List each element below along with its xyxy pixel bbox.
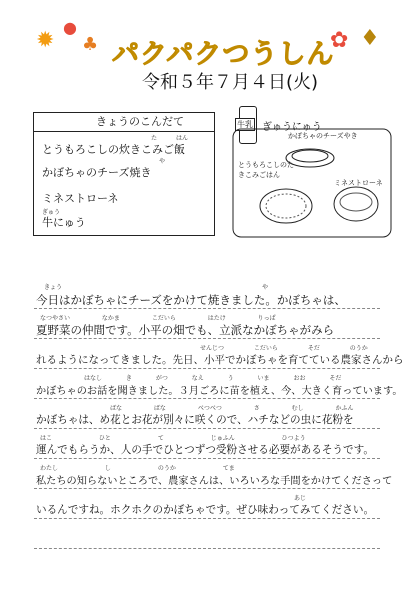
sun-character-icon: ✹ (36, 28, 55, 53)
soup-dish-label: ミネストローネ (334, 179, 383, 187)
essay-line: 私たちの知らないところで、農家さんは、いろいろな手間をかけてくださって (36, 476, 393, 487)
essay-line: 今日はかぼちゃにチーズをかけて焼きました。かぼちゃは、 (36, 293, 346, 307)
tomato-character-icon: ✿ (330, 28, 349, 53)
essay-furigana: せんじつ こだいら そだ のうか (200, 345, 368, 352)
essay-furigana: はなし き がつ なえ う いま おお そだ (84, 375, 342, 382)
essay-rule (34, 398, 380, 399)
rice-dish-label: とうもろこしのたきこみごはん (238, 161, 294, 179)
furigana-ya: や (159, 158, 166, 165)
radish-character-icon: ♣ (82, 34, 99, 55)
menu-item-pumpkin: かぼちゃのチーズ焼き (42, 166, 152, 179)
milk-tag: 牛乳 (237, 120, 253, 129)
essay-furigana: わたし し のうか てま (40, 465, 235, 472)
essay-furigana: ばな ばな べつべつ さ むし かふん (110, 405, 354, 412)
essay-furigana: はこ ひと て じゅふん ひつよう (40, 435, 306, 442)
essay-rule (34, 338, 380, 339)
essay-rule (34, 458, 380, 459)
essay-rule (34, 368, 380, 369)
pineapple-character-icon: ♦ (360, 26, 380, 51)
essay-line: れるようになってきました。先日、小平でかぼちゃを育てている農家さんから (36, 354, 404, 366)
furigana-han: はん (176, 135, 189, 142)
furigana-ta: た (151, 135, 158, 142)
menu-item-rice: とうもろこしの炊きこみご飯 (42, 143, 185, 156)
milk-label: ぎゅうにゅう (262, 122, 322, 133)
essay-line: いるんですね。ホクホクのかぼちゃです。ぜひ味わってみてください。 (36, 504, 375, 516)
essay-line: かぼちゃのお話を聞きました。３月ごろに苗を植え、今、大きく育っています。 (36, 386, 403, 397)
essay-rule (34, 548, 380, 549)
menu-box (33, 112, 215, 236)
essay-furigana: きょう (44, 284, 63, 291)
essay-furigana: なつやさい なかま こだいら はたけ りっぱ (40, 315, 276, 322)
essay-rule (34, 488, 380, 489)
essay-line: 運んでもらうか、人の手でひとつずつ受粉させる必要があるそうです。 (36, 444, 374, 456)
furigana-gyuu: ぎゅう (42, 209, 61, 216)
menu-heading: きょうのこんだて (34, 113, 214, 132)
essay-furigana: あじ (294, 495, 307, 502)
issue-date: 令和５年７月４日(火) (141, 72, 319, 93)
essay-line: かぼちゃは、め花とお花が別々に咲くので、ハチなどの虫に花粉を (36, 414, 354, 426)
essay-rule (34, 518, 380, 519)
pepper-character-icon: ● (63, 18, 77, 37)
essay-furigana: や (262, 284, 269, 291)
essay-rule (34, 428, 380, 429)
essay-line: 夏野菜の仲間です。小平の畑でも、立派なかぼちゃがみら (36, 323, 335, 337)
cheese-dish-label: かぼちゃのチーズやき (288, 132, 358, 140)
menu-item-soup: ミネストローネ (42, 192, 119, 205)
menu-item-milk: 牛にゅう (42, 216, 86, 229)
essay-rule (34, 308, 380, 309)
newsletter-title: パクパクつうしん (112, 39, 335, 70)
